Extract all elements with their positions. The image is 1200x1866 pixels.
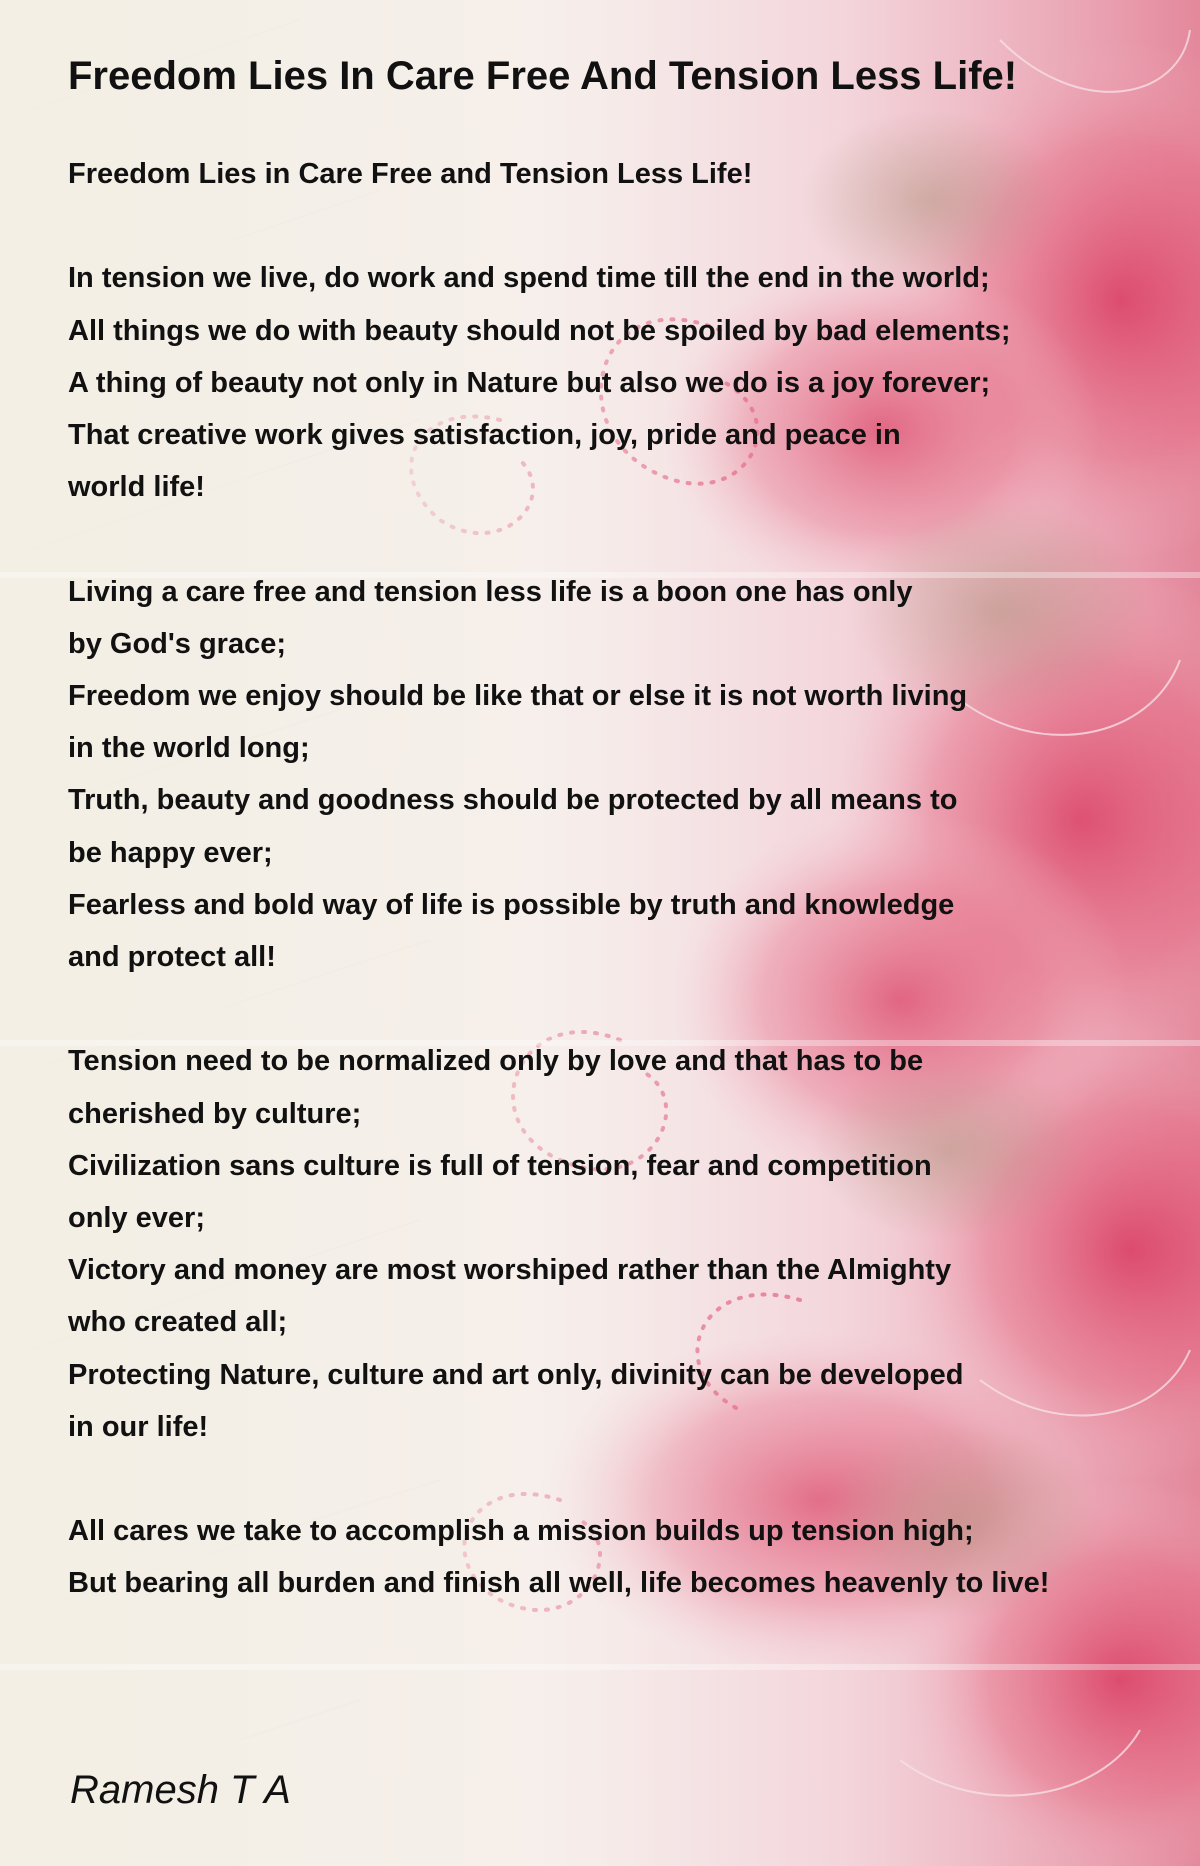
poem-body	[68, 148, 1178, 1610]
poem-line: Freedom we enjoy should be like that or else it is not worth living	[68, 680, 968, 712]
poem-line: only ever;	[68, 1202, 205, 1235]
poem-line: in the world long;	[68, 732, 310, 765]
poem-line: Protecting Nature, culture and art only, divinity can be developed	[68, 1358, 964, 1391]
poem-line: In tension we live, do work and spend time till the end in the world;	[68, 262, 990, 295]
poem-line: Tension need to be normalized only by love and that has to be	[68, 1045, 924, 1078]
poem-line: Victory and money are most worshiped rather than the Almighty	[68, 1254, 952, 1287]
poem-line: Fearless and bold way of life is possible by truth and knowledge	[68, 888, 955, 921]
poem-title: Freedom Lies In Care Free And Tension Less Life!	[68, 54, 1018, 98]
poem-content	[68, 50, 1178, 1610]
poem-author: Ramesh T A	[70, 1768, 291, 1812]
poem-line: A thing of beauty not only in Nature but also we do is a joy forever;	[68, 366, 991, 399]
poem-line: who created all;	[68, 1306, 288, 1339]
poem-line: Living a care free and tension less life is a boon one has only	[68, 575, 913, 608]
poem-line: Civilization sans culture is full of tension, fear and competition	[68, 1149, 932, 1182]
poem-line: All things we do with beauty should not be spoiled by bad elements;	[68, 314, 1011, 347]
stanza-break	[68, 983, 1178, 1035]
poem-line: Truth, beauty and goodness should be protected by all means to	[68, 784, 958, 817]
poem-line: be happy ever;	[68, 836, 273, 869]
poem-subtitle: Freedom Lies in Care Free and Tension Less Life!	[68, 158, 753, 190]
poem-line: cherished by culture;	[68, 1097, 362, 1130]
poem-line: All cares we take to accomplish a mission builds up tension high;	[68, 1515, 974, 1548]
poem-line: That creative work gives satisfaction, joy, pride and peace in	[68, 419, 901, 451]
poem-line: and protect all!	[68, 941, 276, 974]
poem-line: in our life!	[68, 1410, 209, 1443]
stanza-break	[68, 513, 1178, 565]
stanza-break	[68, 1453, 1178, 1505]
poem-line: world life!	[68, 471, 205, 504]
poem-line: But bearing all burden and finish all well, life becomes heavenly to live!	[68, 1567, 1050, 1600]
stanza-break	[68, 200, 1178, 252]
poem-line: by God's grace;	[68, 627, 287, 660]
